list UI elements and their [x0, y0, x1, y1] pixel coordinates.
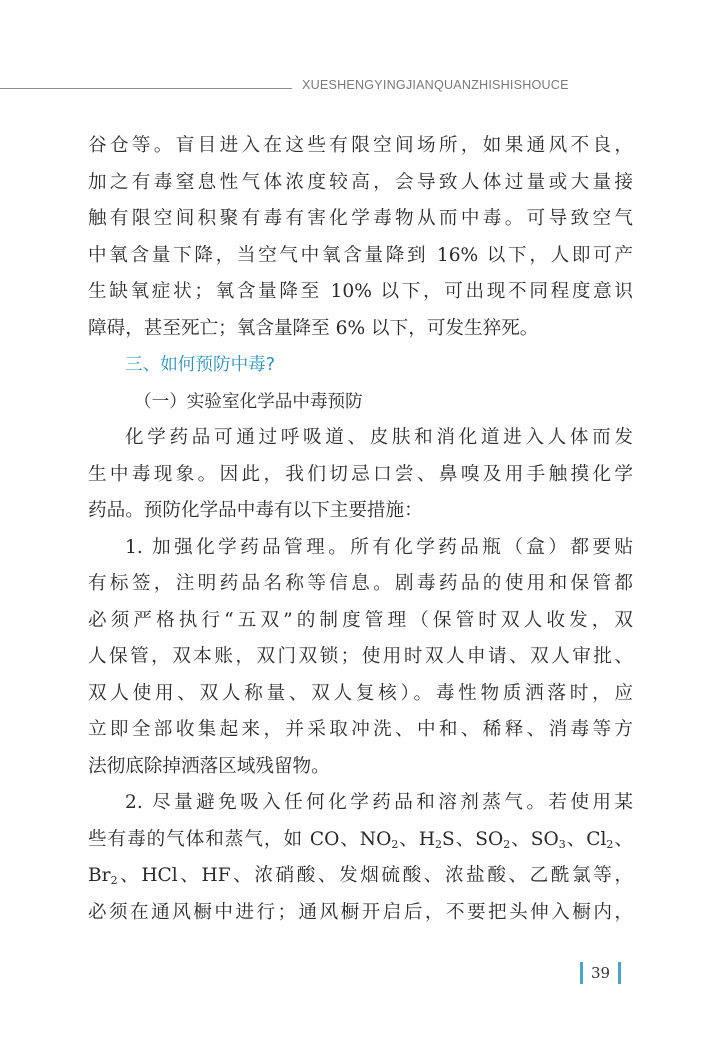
- subscript: 2: [606, 837, 614, 851]
- subscript: 2: [110, 874, 118, 887]
- header-rule: [0, 88, 292, 89]
- text-line: 有标签，注明药品名称等信息。剧毒药品的使用和保管都: [88, 573, 633, 594]
- text-line: 双人使用、双人称量、双人复核）。毒性物质洒落时，应: [88, 682, 633, 704]
- section-heading: 三、如何预防中毒?: [125, 355, 276, 375]
- text-line: 药品。预防化学品中毒有以下主要措施：: [88, 500, 423, 521]
- text-line: 2. 尽量避免吸入任何化学药品和溶剂蒸气。若使用某: [125, 792, 633, 813]
- text-line: 触有限空间积聚有毒有害化学毒物从而中毒。可导致空气: [88, 208, 633, 229]
- text-run: 、H: [398, 828, 436, 850]
- text-line-chemical-formulas: [88, 822, 633, 859]
- text-run: 、HCl、HF、浓硝酸、发烟硫酸、浓盐酸、乙酰氯等，: [117, 865, 633, 886]
- text-line: 立即全部收集起来，并采取冲洗、中和、稀释、消毒等方: [88, 719, 633, 740]
- page-number: 39: [591, 964, 611, 982]
- text-line: 必须严格执行“五双”的制度管理（保管时双人收发，双: [88, 609, 633, 631]
- running-header: XUESHENGYINGJIANQUANZHISHISHOUCE: [302, 78, 569, 92]
- text-line: 生中毒现象。因此，我们切忌口尝、鼻嗅及用手触摸化学: [88, 463, 633, 485]
- subscript: 3: [558, 837, 566, 851]
- subsection-heading: （一）实验室化学品中毒预防: [134, 391, 363, 412]
- subscript: 2: [391, 837, 399, 851]
- text-run: Br: [88, 865, 111, 886]
- subscript: 2: [435, 837, 443, 851]
- text-line: 谷仓等。盲目进入在这些有限空间场所，如果通风不良，: [88, 135, 633, 156]
- text-line: 法彻底除掉洒落区域残留物。: [88, 755, 330, 777]
- text-run: 些有毒的气体和蒸气，如 CO、NO: [88, 828, 392, 850]
- text-line: 生缺氧症状；氧含量降至 10% 以下，可出现不同程度意识: [88, 281, 633, 302]
- footer-bar-right: [618, 962, 621, 984]
- text-run: 、Cl: [565, 828, 607, 850]
- text-line-chemical-formulas: [88, 858, 633, 895]
- page-body: [88, 128, 633, 931]
- text-run: 、SO: [510, 828, 559, 850]
- text-line: 人保管，双本账，双门双锁；使用时双人申请、双人审批、: [88, 646, 633, 667]
- subscript: 2: [503, 837, 511, 851]
- text-line: 中氧含量下降，当空气中氧含量降到 16% 以下，人即可产: [88, 244, 633, 266]
- text-run: 、: [613, 828, 633, 850]
- page-footer: [580, 962, 621, 984]
- text-line: 1. 加强化学药品管理。所有化学药品瓶（盒）都要贴: [125, 536, 633, 558]
- text-line: 加之有毒窒息性气体浓度较高，会导致人体过量或大量接: [88, 171, 633, 193]
- text-run: S、SO: [442, 828, 504, 850]
- text-line: 障碍，甚至死亡；氧含量降至 6% 以下，可发生猝死。: [88, 317, 539, 339]
- text-line: 化学药品可通过呼吸道、皮肤和消化道进入人体而发: [125, 427, 633, 448]
- text-line: 必须在通风橱中进行；通风橱开启后，不要把头伸入橱内，: [88, 901, 633, 923]
